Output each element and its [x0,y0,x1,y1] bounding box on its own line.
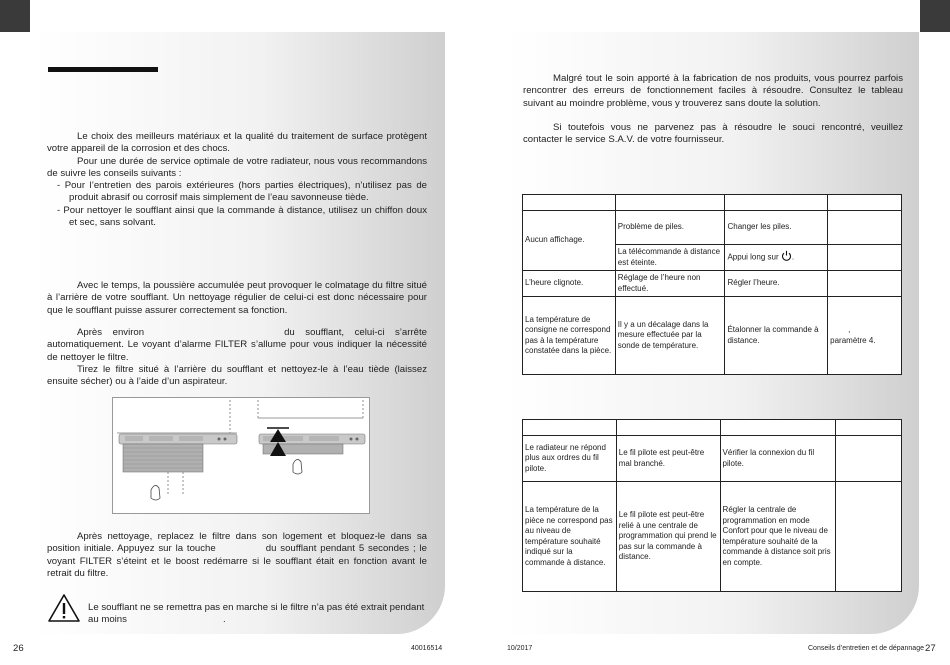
table-cell: Le radiateur ne répond plus aux ordres du fil pilote. [523,436,617,482]
table-cell: Régler la centrale de programmation en mode Confort pour que le niveau de température souhaité de la commande à distance soit pris en compte. [720,482,836,592]
table-cell: Le fil pilote est peut-être mal branché. [616,436,720,482]
filter-illustration [112,397,370,514]
table-cell: Étalonner la commande à distance. [725,297,828,375]
troubleshooting-table-2 [522,419,902,592]
table-row [523,436,902,482]
corner-tab-right [920,0,950,32]
table-cell: La télécommande à distance est éteinte. [615,245,725,271]
table-cell: Vérifier la connexion du fil pilote. [720,436,836,482]
troubleshooting-intro-2: Si toutefois vous ne parvenez pas à résoudre le souci rencontré, veuillez contacter le service S.A.V. de votre fournisseur. [523,122,903,146]
table-cell: Aucun affichage. [523,211,616,271]
after-cleaning-paragraph: Après nettoyage, replacez le filtre dans son logement et bloquez-le dans sa position initiale. Appuyez sur la touche du soufflant pendant 5 secondes ; le voyant FILTER s’éteint et le boost redémarre si le soufflant était en fonction avant le retrait du filtre. [47,531,427,579]
warning-icon [47,593,81,623]
table-cell: Changer les piles. [725,211,828,245]
page-number-right: 27 [925,643,936,654]
table-header-row [523,420,902,436]
warning-text: Le soufflant ne se remettra pas en marche si le filtre n’a pas été extrait pendant au moins . [88,602,425,626]
table-cell: Problème de piles. [615,211,725,245]
troubleshooting-contact [523,122,903,147]
advice-bullet-1: - Pour l’entretien des parois extérieures (hors parties électriques), n’utilisez pas de produit abrasif ou corrosif mais simplement de l’eau savonneuse tiède. [57,180,427,204]
footer-date: 10/2017 [507,645,533,652]
advice-intro: Pour une durée de service optimale de votre radiateur, nous vous recommandons de suivre les conseils suivants : [47,155,427,179]
table-cell: Il y a un décalage dans la mesure effectuée par la sonde de température. [615,297,725,375]
corner-tab-left [0,0,30,32]
advice-bullet-2: - Pour nettoyer le soufflant ainsi que la commande à distance, utilisez un chiffon doux et sec, sans solvant. [57,204,427,229]
footer-section-title: Conseils d’entretien et de dépannage [808,645,924,652]
filter-alarm-section [47,327,427,388]
table-row [523,271,902,297]
table-cell: La température de consigne ne correspond pas à la température constatée dans la pièce. [523,297,616,375]
table-cell: La température de la pièce ne correspond pas au niveau de température souhaité indiqué sur la commande à distance. [523,482,617,592]
filter-paragraph-2: Après environ du soufflant, celui-ci s’arrête automatiquement. Le voyant d’alarme FILTER s’allume pour vous indiquer la nécessité de nettoyer le filtre. [47,327,427,363]
power-icon [781,250,792,265]
table-row [523,297,902,375]
table-header-row [523,195,902,211]
troubleshooting-intro-1: Malgré tout le soin apporté à la fabrication de nos produits, vous pourrez parfois rencontrer des erreurs de fonctionnement faciles à résoudre. Consultez le tableau suivant au moindre problème, vous y trouverez sans doute la solution. [523,73,903,109]
table-cell: , paramètre 4. [828,297,902,375]
table-row [523,211,902,245]
troubleshooting-table-1 [522,194,902,375]
table-cell: L’heure clignote. [523,271,616,297]
filter-diagram [113,398,369,513]
filter-section [47,280,427,317]
table-cell: Le fil pilote est peut-être relié à une centrale de programmation qui prend le pas sur la commande à distance. [616,482,720,592]
title-bar [48,67,158,72]
doc-code: 40016514 [411,645,443,652]
troubleshooting-intro [523,73,903,110]
maintenance-intro [47,131,427,229]
table-cell: Régler l’heure. [725,271,828,297]
filter-paragraph-3: Tirez le filtre situé à l’arrière du soufflant et nettoyez-le à l’eau tiède (laissez ensuite sécher) ou à l’aide d’un aspirateur. [47,363,427,388]
page-number-left: 26 [13,643,24,654]
filter-paragraph-1: Avec le temps, la poussière accumulée peut provoquer le colmatage du filtre situé à l’arrière de votre soufflant. Un nettoyage régulier de celui-ci est donc nécessaire pour que le soufflant puisse assurer correctement sa fonction. [47,280,427,316]
intro-paragraph: Le choix des meilleurs matériaux et la qualité du traitement de surface protègent votre appareil de la corrosion et des chocs. [47,131,427,155]
table-cell: Réglage de l’heure non effectué. [615,271,725,297]
table-cell: Appui long sur . [725,245,828,271]
table-row [523,482,902,592]
